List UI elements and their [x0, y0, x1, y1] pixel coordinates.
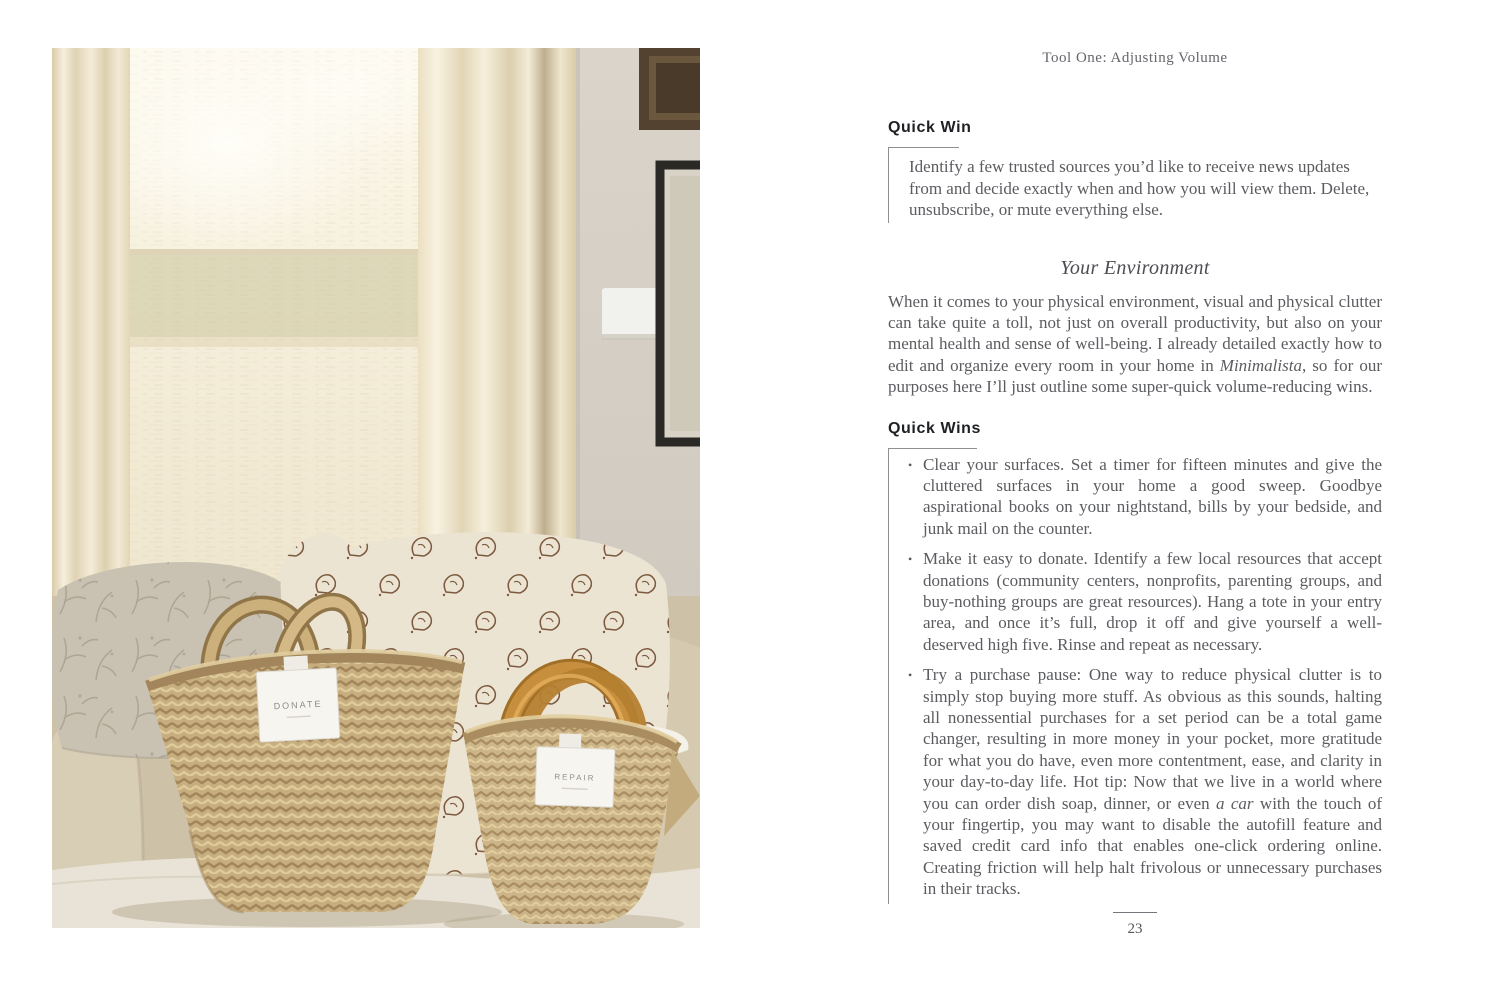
- section-paragraph: [888, 291, 1382, 398]
- quick-wins-heading: Quick Wins: [888, 419, 981, 437]
- repair-tag-label: REPAIR: [554, 772, 596, 783]
- footer-rule: [1113, 912, 1157, 913]
- paragraph-text: , so for our purposes here I’ll just outline some super-quick volume-reducing wins.: [888, 355, 1382, 397]
- bullet-text-italic: a car: [1216, 793, 1254, 813]
- interior-photo: [52, 48, 700, 928]
- paragraph-text: When it comes to your physical environment, visual and physical clutter can take quite a toll, not just on overall productivity, but also on your mental health and sense of well-being. I already detailed exactly how to edit and organize every room in your home in: [888, 291, 1382, 375]
- list-item: [889, 548, 1382, 655]
- wood-picture-frame: [639, 48, 700, 130]
- framed-art: [660, 165, 700, 442]
- book-title-italic: Minimalista: [1219, 355, 1302, 375]
- bullet-text: Try a purchase pause: One way to reduce physical clutter is to simply stop buying more stuff. As obvious as this sounds, halting all nonessential purchases for a set period can be a total game changer, resulting in more money in your pocket, more gratitude for what you do have, even more contentment, ease, and clarity in your day-to-day life. Hot tip: Now that we live in a world where you can order dish soap, dinner, or even: [923, 665, 1382, 813]
- donate-tag-label: DONATE: [273, 698, 323, 712]
- running-head: Tool One: Adjusting Volume: [1042, 50, 1228, 66]
- quick-win-body: Identify a few trusted sources you’d like to receive news updates from and decide exactly when and how you will view them. Delete, unsubscribe, or mute everything else.: [909, 157, 1370, 219]
- page-number: 23: [1127, 921, 1143, 937]
- quick-wins-callout: [888, 448, 1382, 904]
- quick-win-callout: [888, 147, 1382, 223]
- window: [77, 48, 462, 604]
- book-page-right: [888, 42, 1382, 904]
- list-item: [889, 454, 1382, 540]
- quick-wins-list: [889, 448, 1382, 904]
- quick-win-heading: Quick Win: [888, 119, 972, 136]
- section-heading: Your Environment: [1060, 256, 1210, 279]
- list-item: [889, 664, 1382, 899]
- bullet-text: with the touch of your fingertip, you may want to disable the autofill feature and saved credit card info that enables one-click ordering online. Creating friction will help halt frivolous or unnecessary purchases in their tracks.: [923, 793, 1382, 899]
- bullet-text: Clear your surfaces. Set a timer for fifteen minutes and give the cluttered surfaces in your home a good sweep. Goodbye aspirational books on your nightstand, bills by your bedside, and junk mail on the counter.: [923, 454, 1382, 538]
- bullet-text: Make it easy to donate. Identify a few local resources that accept donations (community centers, nonprofits, parenting groups, and buy-nothing groups are great resources). Hang a tote in your entry area, and once it’s full, drop it off and give yourself a well-deserved high five. Rinse and repeat as necessary.: [923, 549, 1382, 654]
- page-footer: [888, 912, 1382, 938]
- left-curtain: [52, 48, 130, 603]
- wall-rail: [602, 288, 662, 340]
